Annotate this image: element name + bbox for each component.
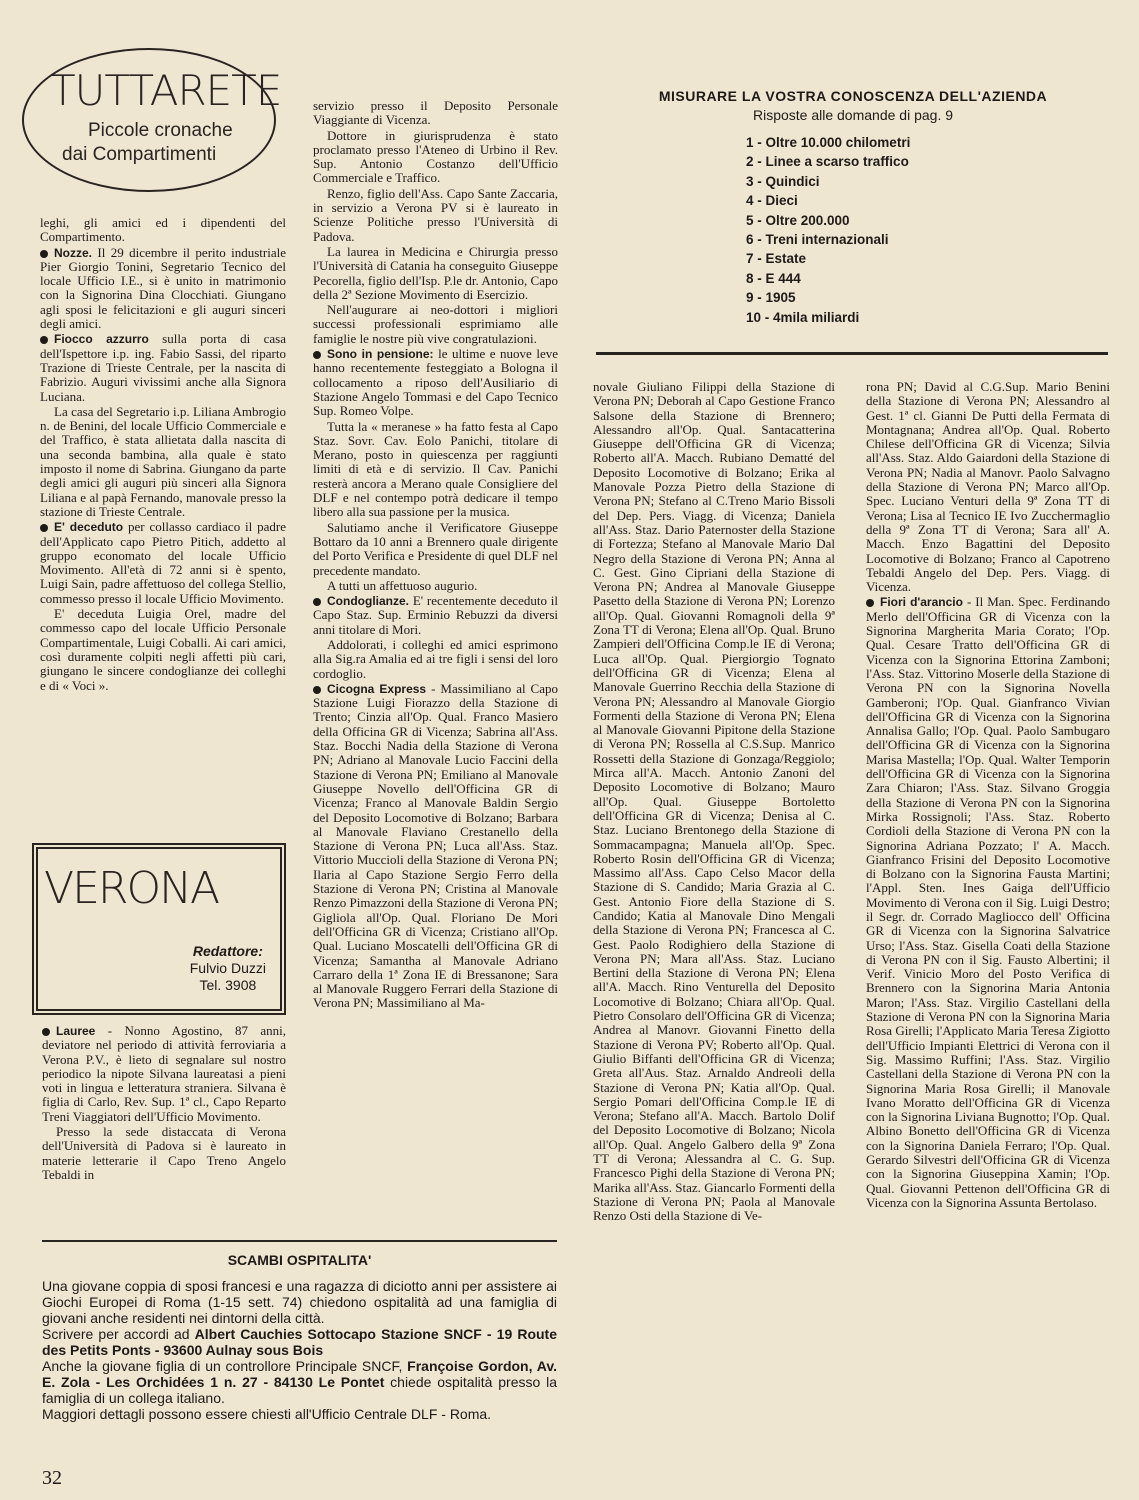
paragraph — [313, 347, 558, 418]
logo-title: TUTTARETE — [50, 66, 282, 115]
paragraph-text: rona PN; David al C.G.Sup. Mario Benini della Stazione di Verona PN; Alessandro al Gest. 1ª cl. Gianni De Putti della Fermata di Montagnana; Andrea all'Op. Qual. Roberto Chilese dell'Officina GR di Vicenza; Silvia all'Ass. Staz. Aldo Gaiardoni della Stazione di Verona PN; Nadia al Manovr. Paolo Salvagno della Stazione di Verona PN; Marco all'Op. Spec. Luciano Venturi della 9ª Zona TT di Verona; Lisa al Tecnico IE Ivo Zucchermaglio della 9ª Zona TT di Verona; Sara all' A. Macch. Enzo Bagattini del Deposito Locomotive di Bolzano; Franco al Capotreno Tebaldi Angelo del Dep. Pers. Viagg. di Vicenza. — [866, 380, 1110, 595]
scambi-address-1: Albert Cauchies Sottocapo Stazione SNCF - 19 Route des Petits Ponts - 93600 Aulnay sous Bois — [42, 1326, 558, 1358]
paragraph-text: La laurea in Medicina e Chirurgia presso l'Università di Catania ha conseguito Giuseppe Pecorella, figlio dell'Isp. P.le dr. Antonio, Capo della 2ª Sezione Movimento di Esercizio. — [313, 243, 558, 302]
paragraph — [866, 595, 1110, 1210]
scambi-p2-lead: Scrivere per accordi ad — [42, 1326, 195, 1342]
paragraph-heading: Sono in pensione: — [327, 347, 434, 362]
paragraph — [313, 594, 558, 637]
paragraph-text: per collasso cardiaco il padre dell'Applicato capo Pietro Pitich, addetto al gruppo economato del locale Ufficio Movimento. All'età di 72 anni si è spento, Luigi Sain, padre affettuoso del collega Stellio, commesso presso il locale Ufficio Movimento. — [40, 519, 286, 606]
paragraph-text: Presso la sede distaccata di Verona dell'Università di Padova si è laureato in materie letterarie il Capo Treno Angelo Tebaldi in — [42, 1124, 286, 1182]
paragraph — [313, 579, 558, 593]
scambi-p3-tail: chiede ospitalità presso la famiglia di un collega italiano. — [42, 1374, 557, 1406]
redattore-tel: Tel. 3908 — [199, 977, 257, 993]
paragraph — [313, 245, 558, 302]
paragraph-text: leghi, gli amici ed i dipendenti del Compartimento. — [40, 216, 286, 245]
quiz-answer: 7 - Estate — [746, 251, 807, 267]
paragraph-text: - Il Man. Spec. Ferdinando Merlo dell'Officina GR di Vicenza con la Signorina Margherita Maria Corato; l'Op. Qual. Cesare Tratto dell'Officina GR di Vicenza con la Signorina Ettorina Zamboni; l'Ass. Staz. Vittorino Moserle della Stazione di Verona PN con la Signorina Novella Gamberoni; l'Op. Qual. Gianfranco Vivian dell'Officina GR di Vicenza con la Signorina Annalisa Gallo; l'Op. Qual. Paolo Sambugaro dell'Officina GR di Vicenza con la Signorina Marisa Mastella; l'Op. Qual. Walter Temporin dell'Officina GR di Vicenza con la Signorina Zara Chiaron; l'Ass. Staz. Silvano Groggia della Stazione di Verona PN con la Signorina Mirka Rossignoli; l'Ass. Staz. Roberto Cordioli della Stazione di Verona PN con la Signorina Adriana Pozzato; l' A. Macch. Gianfranco Frisini del Deposito Locomotive di Bolzano con la Signorina Fausta Martini; l'Appl. Sten. Ines Gaiga dell'Ufficio Movimento di Verona con il Sig. Luigi Destro; il Segr. dr. Corrado Magliocco dell' Officina GR di Vicenza con la Signorina Salvatrice Urso; l'Ass. Staz. Gisella Coati della Stazione di Verona PN con il Sig. Fausto Albertini; il Verif. Vinicio Moro del Posto Verifica di Brennero con la Signorina Maria Antonia Maron; l'Ass. Staz. Virgilio Castellani della Stazione di Verona PN con la Signorina Maria Rosa Girelli; l'Applicato Maria Teresa Zigiotto dell'Ufficio Impianti Elettrici di Verona con il Sig. Massimo Ruffini; l'Ass. Staz. Virgilio Castellani della Stazione di Verona PN con la Signorina Maria Rosa Girelli; il Manovale Ivano Moratto dell'Officina GR di Vicenza con la Signorina Liviana Bugnotto; l'Op. Qual. Albino Bonetto dell'Officina GR di Vicenza con la Signorina Daniela Ferraro; l'Op. Qual. Gerardo Silvestri dell'Officina GR di Vicenza con la Signorina Giuseppina Xamin; l'Op. Qual. Giovanni Pettenon dell'Officina GR di Vicenza con la Signorina Assunta Bertolaso. — [866, 594, 1110, 1210]
quiz-answer: 8 - E 444 — [746, 270, 801, 286]
scambi-address-2: Françoise Gordon, Av. E. Zola - Les Orchidées 1 n. 27 - 84130 Le Pontet — [42, 1358, 557, 1390]
paragraph-text: Salutiamo anche il Verificatore Giuseppe Bottaro da 10 anni a Brennero quale dirigente del Porto Verifica e Presidente di quel DLF nel precedente mandato. — [313, 519, 558, 578]
bullet-icon — [313, 351, 321, 359]
paragraph — [42, 1125, 286, 1182]
scambi-title: SCAMBI OSPITALITA' — [227, 1252, 372, 1268]
scambi-paragraph-1: Una giovane coppia di sposi francesi e una ragazza di diciotto anni per assistere ai Giochi Europei di Roma (1-15 sett. 74) chiedono ospitalità ad una famiglia di giovani anche residenti nei dintorni della città. — [42, 1278, 557, 1326]
paragraph-text: La casa del Segretario i.p. Liliana Ambrogio n. de Benini, del locale Ufficio Commerciale e del Traffico, è stata allietata dalla nascita di una seconda bambina, alla quale è stato imposto il nome di Sabrina. Giungano da parte degli amici gli auguri più sinceri alla Signora Liliana e al papà Fernando, manovale presso la stazione di Trieste Centrale. — [40, 403, 286, 519]
bullet-icon — [40, 336, 48, 344]
redattore-label: Redattore: — [192, 943, 263, 959]
paragraph-text: - Massimiliano al Capo Stazione Luigi Fiorazzo della Stazione di Trento; Cinzia all'Op. Qual. Franco Masiero della Officina GR di Vicenza; Sabrina all'Ass. Staz. Bocchi Nadia della Stazione di Verona PN; Adriano al Manovale Lucio Faccini della Stazione di Verona PN; Emiliano al Manovale Giuseppe Novello dell'Officina GR di Vicenza; Franco al Manovale Baldin Sergio del Deposito Locomotive di Bolzano; Barbara al Manovale Flaviano Crestanello della Stazione di Verona PN; Luca all'Ass. Staz. Vittorio Muccioli della Stazione di Verona PN; Ilaria al Capo Stazione Sergio Ferro della Stazione di Verona PN; Cristina al Manovale Renzo Pimazzoni della Stazione di Verona PN; Gigliola all'Op. Qual. Floriano De Mori dell'Officina GR di Vicenza; Cristiano all'Op. Qual. Luciano Moscatelli dell'Officina GR di Vicenza; Samantha al Manovale Adriano Carraro della 1ª Zona IE di Bressanone; Sara al Manovale Ruggero Ferrari della Stazione di Verona PN; Massimiliano al Ma- — [313, 680, 558, 1011]
paragraph-text: E' recentemente deceduto il Capo Staz. Sup. Erminio Rebuzzi da diversi anni titolare di Mori. — [313, 593, 558, 637]
paragraph-text: A tutti un affettuoso augurio. — [327, 577, 478, 593]
paragraph — [313, 521, 558, 578]
paragraph — [313, 129, 558, 186]
column-4 — [866, 380, 1110, 1456]
quiz-rule — [596, 352, 1108, 355]
paragraph-text: Addolorati, i colleghi ed amici esprimono alla Sig.ra Amalia ed ai tre figli i sensi del loro cordoglio. — [313, 636, 558, 681]
paragraph-text: Tutta la « meranese » ha fatto festa al Capo Staz. Sovr. Cav. Eolo Panichi, titolare di Merano, posto in quiescenza per raggiunti limiti di età e di servizio. Il Cav. Panichi resterà ancora a Merano quale Consigliere del DLF e nel contempo potrà dedicare il tempo libero alla sua passione per la musica. — [313, 418, 558, 520]
scambi-ospitalita-section — [42, 1252, 557, 1422]
bullet-icon — [40, 250, 48, 258]
scambi-paragraph-4: Maggiori dettagli possono essere chiesti all'Ufficio Centrale DLF - Roma. — [42, 1406, 492, 1422]
logo-subtitle-2: dai Compartimenti — [62, 144, 217, 165]
paragraph-text: - Nonno Agostino, 87 anni, deviatore nel periodo di attività ferroviaria a Verona P.V., è lieto di segnalare sul nostro periodico la nipote Silvana laureatasi a pieni voti in lingua e letteratura straniera. Silvana è figlia di Carlo, Rev. Sup. 1ª cl., Capo Reparto Treni Viaggiatori dell'Ufficio Movimento. — [42, 1024, 286, 1124]
paragraph — [40, 405, 286, 519]
quiz-answer: 2 - Linee a scarso traffico — [746, 154, 909, 170]
scambi-rule — [42, 1240, 557, 1242]
quiz-answer: 3 - Quindici — [746, 173, 820, 189]
paragraph — [866, 380, 1110, 594]
paragraph-text: E' deceduta Luigia Orel, madre del commesso capo del locale Ufficio Personale Compartimentale, Luigi Coballi. Ai cari amici, così duramente colpiti negli affetti più cari, giungano le sincere condoglianze dei colleghi e di « Voci ». — [40, 606, 286, 693]
paragraph — [40, 607, 286, 693]
column-2 — [313, 99, 558, 1231]
quiz-answer: 1 - Oltre 10.000 chilometri — [746, 135, 911, 150]
column-1-bottom — [42, 1024, 286, 1230]
paragraph — [40, 246, 286, 332]
paragraph-text: Renzo, figlio dell'Ass. Capo Sante Zaccaria, in servizio a Verona PV si è laureato in Scienze Politiche presso l'Università di Padova. — [313, 185, 558, 244]
paragraph-heading: Fiocco azzurro — [54, 332, 149, 347]
paragraph-text: servizio presso il Deposito Personale Viaggiante di Vicenza. — [313, 99, 558, 128]
paragraph-text: le ultime e nuove leve hanno recentemente festeggiato a Bologna il collocamento a riposo dell'Ausiliario di Stazione Angelo Tommasi e del Capo Tecnico Sup. Romeo Volpe. — [313, 346, 558, 419]
verona-title: VERONA — [44, 863, 219, 914]
page-number: 32 — [42, 1467, 62, 1489]
paragraph — [42, 1024, 286, 1124]
scambi-paragraph-3 — [42, 1358, 557, 1406]
quiz-answer: 6 - Treni internazionali — [746, 232, 889, 248]
paragraph — [313, 187, 558, 244]
paragraph — [40, 332, 286, 403]
quiz-answers — [598, 88, 1108, 327]
paragraph-heading: Lauree — [56, 1024, 96, 1038]
paragraph-heading: Condoglianze. — [327, 594, 409, 609]
quiz-answer: 5 - Oltre 200.000 — [746, 212, 850, 228]
paragraph-text: novale Giuliano Filippi della Stazione di Verona PN; Deborah al Capo Gestione Franco Salsone della Stazione di Brennero; Alessandro all'Op. Qual. Santacatterina Giuseppe dell'Officina GR di Vicenza; Roberto all'A. Macch. Rubiano Dematté del Deposito Locomotive di Bolzano; Erika al Manovale Pozza Pietro della Stazione di Verona PN; Stefano al C.Treno Mario Bissoli del Dep. Pers. Viagg. di Vicenza; Daniela all'Ass. Staz. Dario Paternoster della Stazione di Fortezza; Stefano al Manovale Mario Dal Negro della Stazione di Verona PN; Anna al C. Gest. Gino Cipriani della Stazione di Verona PN; Andrea al Manovale Giuseppe Pasetto della Stazione di Verona PN; Lorenzo all'Op. Qual. Giovanni Romagnoli della 9ª Zona TT di Verona; Elena all'Op. Qual. Bruno Zampieri dell'Officina Comp.le IE di Verona; Luca all'Op. Qual. Piergiorgio Tognato dell'Officina GR di Vicenza; Elena al Manovale Guerrino Recchia della Stazione di Verona PN; Alessandro al Manovale Giorgio Formenti della Stazione di Verona PN; Elena al Manovale Giovanni Pipitone della Stazione di Verona PN; Rossella al C.S.Sup. Manrico Rossetti della Stazione di Gonzaga/Reggiolo; Mirca all'A. Macch. Antonio Zanoni del Deposito Locomotive di Bolzano; Mauro all'Op. Qual. Giuseppe Bortoletto dell'Officina GR di Vicenza; Denisa al C. Staz. Luciano Brentonego della Stazione di Sommacampagna; Manuela all'Op. Spec. Roberto Rosin dell'Officina GR di Vicenza; Massimo all'Ass. Capo Celso Macor della Stazione di S. Candido; Maria Grazia al C. Gest. Antonio Fiore della Stazione di S. Candido; Katia al Manovale Dino Mengali della Stazione di Verona PN; Francesca al C. Gest. Paolo Rodighiero della Stazione di Verona PN; Mara all'Ass. Staz. Luciano Bertini della Stazione di Verona PN; Elena all'A. Macch. Rino Venturella del Deposito Locomotive di Bolzano; Chiara all'Op. Qual. Pietro Consolaro dell'Officina GR di Vicenza; Andrea al Manovr. Giovanni Finetto della Stazione di Verona PV; Roberto all'Op. Qual. Giulio Biffanti dell'Officina GR di Vicenza; Greta all'Aus. Staz. Arnaldo Andreoli della Stazione di Verona PN; Katia all'Op. Qual. Sergio Pomari dell'Officina Comp.le IE di Verona; Stefano all'A. Macch. Bartolo Dolif del Deposito Locomotive di Bolzano; Nicola all'Op. Qual. Angelo Galbero della 9ª Zona TT di Verona; Alessandra al C. G. Sup. Francesco Pighi della Stazione di Verona PN; Marika all'Ass. Staz. Giancarlo Formenti della Stazione di Verona PN; Paola al Manovale Renzo Osti della Stazione di Ve- — [593, 380, 835, 1224]
paragraph — [313, 638, 558, 681]
paragraph — [593, 380, 835, 1224]
quiz-title: MISURARE LA VOSTRA CONOSCENZA DELL'AZIENDA — [658, 88, 1048, 104]
redattore-name: Fulvio Duzzi — [189, 960, 266, 976]
verona-section-box — [32, 843, 286, 1015]
tuttarete-logo — [22, 48, 280, 192]
quiz-answer: 4 - Dieci — [746, 193, 798, 209]
redattore-block — [190, 943, 266, 994]
paragraph — [313, 303, 558, 346]
bullet-icon — [42, 1028, 50, 1036]
scambi-paragraph-2 — [42, 1326, 557, 1358]
paragraph-heading: Fiori d'arancio — [880, 595, 963, 610]
bullet-icon — [313, 598, 321, 606]
bullet-icon — [866, 599, 874, 607]
column-3 — [593, 380, 835, 1456]
paragraph — [40, 520, 286, 606]
paragraph-text: sulla porta di casa dell'Ispettore i.p. ing. Fabio Sassi, del riparto Trazione di Trieste Centrale, per la nascita di Fabrizio. Auguri vivissimi anche alla Signora Luciana. — [40, 331, 286, 404]
paragraph-heading: E' deceduto — [54, 520, 124, 535]
bullet-icon — [313, 686, 321, 694]
paragraph — [313, 682, 558, 1011]
quiz-answer: 9 - 1905 — [746, 290, 796, 306]
scambi-p3-lead: Anche la giovane figlia di un controllore Principale SNCF, — [42, 1358, 408, 1374]
bullet-icon — [40, 524, 48, 532]
paragraph-heading: Cicogna Express — [327, 681, 427, 696]
quiz-answer: 10 - 4mila miliardi — [746, 309, 860, 325]
quiz-subtitle: Risposte alle domande di pag. 9 — [752, 107, 954, 123]
paragraph — [313, 420, 558, 520]
column-1-top — [40, 216, 286, 840]
paragraph — [313, 99, 558, 128]
paragraph — [40, 216, 286, 245]
paragraph-text: Dottore in giurisprudenza è stato proclamato presso l'Ateneo di Urbino il Rev. Sup. Antonio Costanzo dell'Ufficio Commerciale e Traffico. — [313, 127, 558, 186]
quiz-answer-list — [746, 133, 1108, 327]
logo-subtitle-1: Piccole cronache — [88, 120, 233, 141]
paragraph-text: Nell'augurare ai neo-dottori i migliori successi professionali esprimiamo alle famiglie le nostre più vive congratulazioni. — [313, 302, 558, 346]
paragraph-text: Il 29 dicembre il perito industriale Pier Giorgio Tonini, Segretario Tecnico del locale Ufficio I.E., si è unito in matrimonio con la Signorina Dina Clocchiati. Giungano agli sposi le felicitazioni e gli auguri sinceri degli amici. — [40, 244, 286, 332]
paragraph-heading: Nozze. — [54, 245, 93, 260]
